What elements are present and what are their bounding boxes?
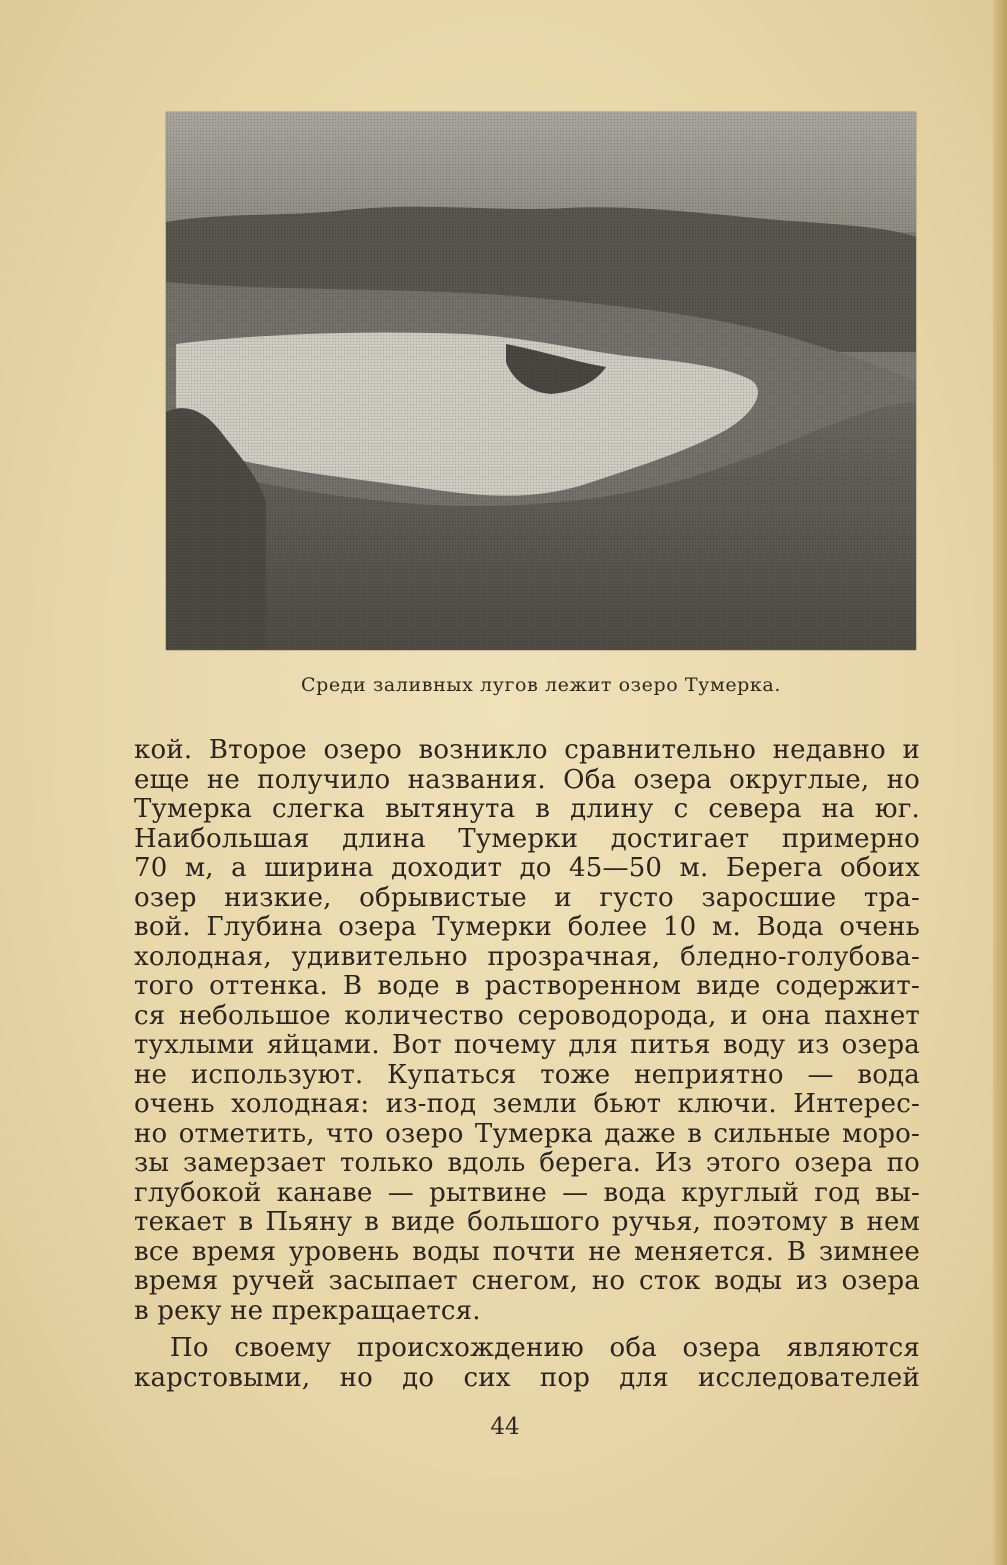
text-line: вой. Глубина озера Тумерки более 10 м. Вода очень <box>134 912 920 942</box>
text-line: но отметить, что озеро Тумерка даже в сильные моро- <box>134 1118 920 1149</box>
text-line: еще не получило названия. Оба озера округлые, но <box>134 764 920 795</box>
text-line: кой. Второе озеро возникло сравнительно недавно и <box>134 735 920 765</box>
text-line: Наибольшая длина Тумерки достигает примерно <box>134 823 920 854</box>
text-line: карстовыми, но до сих пор для исследователей <box>134 1362 920 1393</box>
paragraph-2 <box>134 1334 920 1393</box>
text-line: время ручей засыпает снегом, но сток воды из озера <box>134 1266 920 1296</box>
lake-photograph <box>166 112 916 650</box>
text-line: все время уровень воды почти не меняется. В зимнее <box>134 1236 920 1267</box>
text-line: холодная, удивительно прозрачная, бледно-голубова- <box>134 941 920 972</box>
text-line: зы замерзает только вдоль берега. Из этого озера по <box>134 1148 920 1178</box>
text-line: 70 м, а ширина доходит до 45—50 м. Берега обоих <box>134 853 920 883</box>
page-edge <box>993 0 1007 1565</box>
text-line: тухлыми яйцами. Вот почему для питья воду из озера <box>134 1030 920 1060</box>
figure-caption: Среди заливных лугов лежит озеро Тумерка. <box>301 674 781 696</box>
text-line: ся небольшое количество сероводорода, и она пахнет <box>134 1000 920 1031</box>
page-number: 44 <box>490 1414 520 1440</box>
text-line: По своему происхождению оба озера являются <box>170 1333 920 1363</box>
text-line: текает в Пьяну в виде большого ручья, поэтому в нем <box>134 1207 920 1237</box>
text-line: глубокой канаве — рытвине — вода круглый год вы- <box>134 1177 920 1208</box>
text-line: очень холодная: из-под земли бьют ключи. Интерес- <box>134 1089 920 1119</box>
text-line: озер низкие, обрывистые и густо заросшие тра- <box>134 882 920 913</box>
body-text <box>134 736 920 1393</box>
text-line: не используют. Купаться тоже неприятно — вода <box>134 1059 920 1090</box>
text-line: того оттенка. В воде в растворенном виде содержит- <box>134 971 920 1001</box>
text-line: Тумерка слегка вытянута в длину с севера на юг. <box>134 794 920 824</box>
text-line: в реку не прекращается. <box>134 1295 481 1326</box>
paragraph-1 <box>134 736 920 1326</box>
